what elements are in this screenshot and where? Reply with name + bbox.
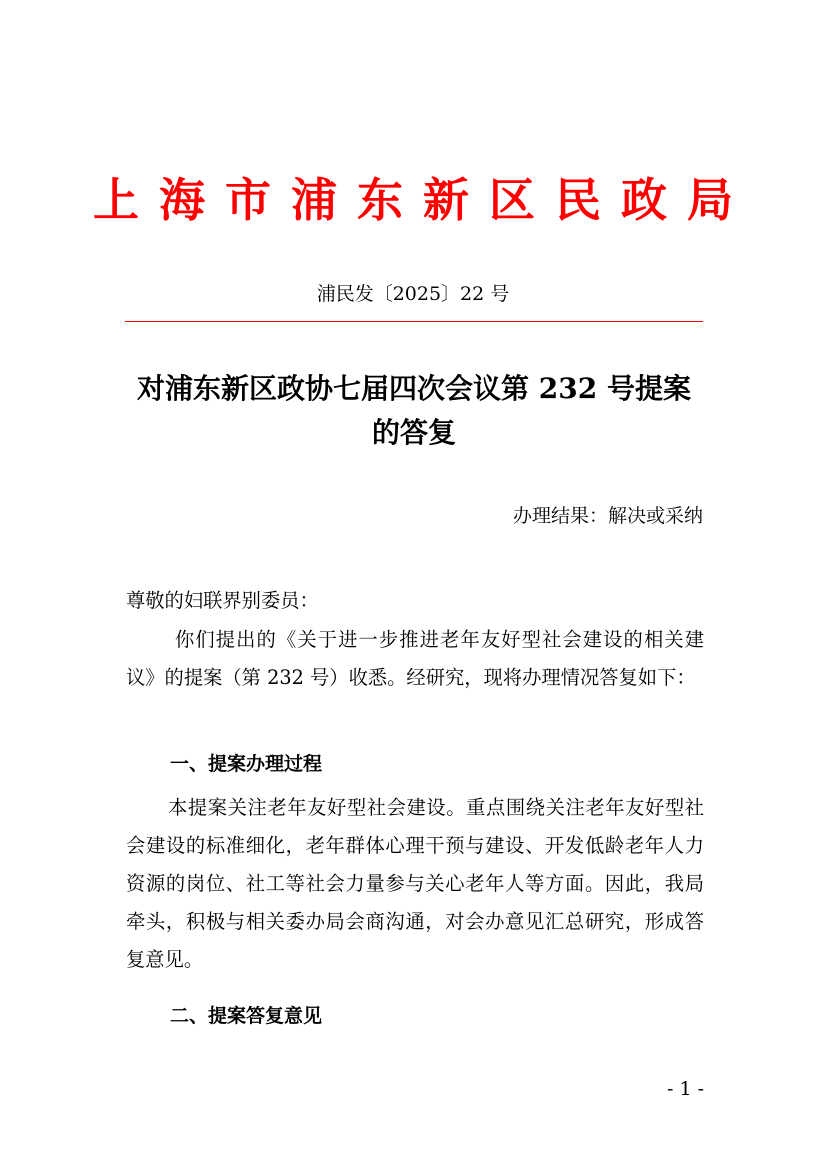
document-title-line-2: 的答复 — [371, 416, 456, 449]
section-heading-reply: 二、提案答复意见 — [170, 1005, 323, 1027]
section-heading-process: 一、提案办理过程 — [170, 753, 323, 775]
document-title-line-1: 对浦东新区政协七届四次会议第 232 号提案 — [137, 372, 691, 405]
header-divider-line — [125, 321, 703, 322]
document-number: 浦民发〔2025〕22 号 — [316, 283, 510, 305]
salutation: 尊敬的妇联界别委员： — [126, 589, 319, 612]
handling-result: 办理结果：解决或采纳 — [512, 505, 703, 527]
process-paragraph: 本提案关注老年友好型社会建设。重点围绕关注老年友好型社会建设的标准细化，老年群体心理干预与建设、开发低龄老年人力资源的岗位、社工等社会力量参与关心老年人等方面。因此，我局牵头，积极与相关委办局会商沟通，对会办意见汇总研究，形成答复意见。 — [126, 796, 704, 971]
document-title — [118, 367, 710, 455]
intro-paragraph: 你们提出的《关于进一步推进老年友好型社会建设的相关建议》的提案（第 232 号）收悉。经研究，现将办理情况答复如下： — [126, 628, 704, 689]
page-number: - 1 - — [666, 1078, 704, 1100]
issuing-organization-title: 上海市浦东新区民政局 — [93, 173, 753, 227]
